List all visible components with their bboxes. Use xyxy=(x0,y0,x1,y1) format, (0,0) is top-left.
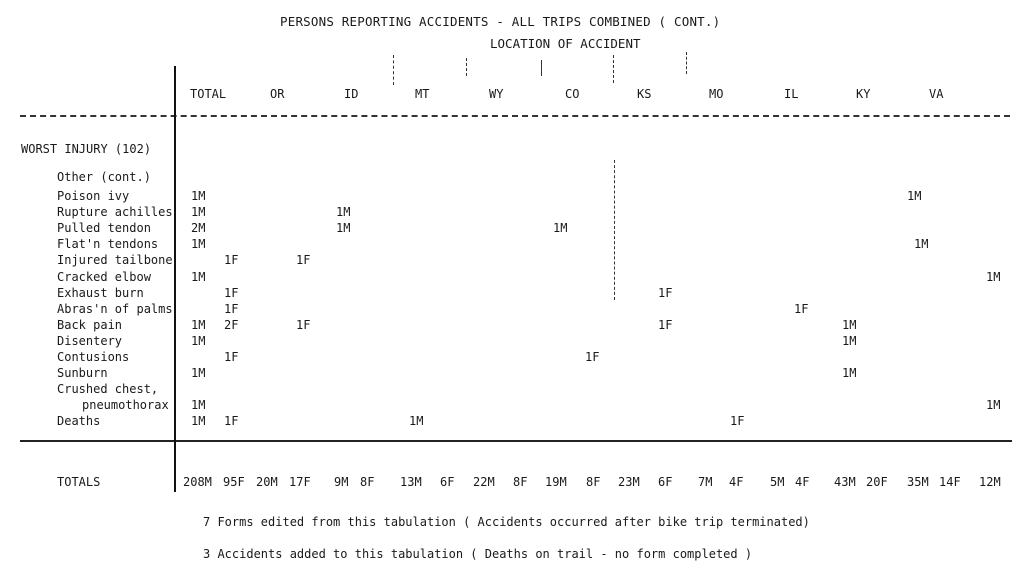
header-divider xyxy=(20,115,1010,117)
table-cell: 1M xyxy=(191,414,206,428)
column-header-co: CO xyxy=(565,87,580,101)
total-value: 5M xyxy=(770,475,785,489)
region-tick xyxy=(614,160,615,300)
table-cell: 1M xyxy=(336,205,351,219)
table-cell: 1F xyxy=(224,286,239,300)
table-cell: 1M xyxy=(409,414,424,428)
table-cell: 1M xyxy=(191,334,206,348)
row-label: Cracked elbow xyxy=(57,270,151,284)
row-label: Injured tailbone xyxy=(57,253,173,267)
total-value: 35M xyxy=(907,475,929,489)
row-label: Exhaust burn xyxy=(57,286,144,300)
column-header-ks: KS xyxy=(637,87,652,101)
total-value: 9M xyxy=(334,475,349,489)
table-cell: 1F xyxy=(296,253,311,267)
table-cell: 1M xyxy=(842,366,857,380)
total-value: 208M xyxy=(183,475,212,489)
table-cell: 1M xyxy=(191,398,206,412)
row-label: Pulled tendon xyxy=(57,221,151,235)
row-label: Back pain xyxy=(57,318,123,332)
total-value: 7M xyxy=(698,475,713,489)
table-cell: 1F xyxy=(224,302,239,316)
footnote-2: 3 Accidents added to this tabulation ( Deaths on trail - no form completed ) xyxy=(203,547,753,561)
column-header-mo: MO xyxy=(709,87,724,101)
total-value: 4F xyxy=(729,475,744,489)
total-value: 8F xyxy=(513,475,528,489)
table-cell: 1M xyxy=(986,398,1001,412)
total-value: 8F xyxy=(360,475,375,489)
table-cell: 2F xyxy=(224,318,239,332)
table-cell: 1F xyxy=(224,253,239,267)
column-header-mt: MT xyxy=(415,87,430,101)
table-cell: 1M xyxy=(191,237,206,251)
table-cell: 1F xyxy=(794,302,809,316)
total-value: 95F xyxy=(223,475,245,489)
table-cell: 1M xyxy=(191,270,206,284)
column-header-total: TOTAL xyxy=(190,87,227,101)
table-cell: 1M xyxy=(553,221,568,235)
table-cell: 1M xyxy=(842,334,857,348)
region-tick xyxy=(686,52,687,74)
row-label: Deaths xyxy=(57,414,101,428)
report-title: PERSONS REPORTING ACCIDENTS - ALL TRIPS COMBINED ( CONT.) xyxy=(280,14,721,29)
table-cell: 1M xyxy=(191,205,206,219)
region-tick xyxy=(466,58,467,76)
table-cell: 1F xyxy=(658,318,673,332)
column-header-wy: WY xyxy=(489,87,504,101)
table-cell: 1M xyxy=(191,189,206,203)
row-label: Crushed chest, xyxy=(57,382,159,396)
row-label: Disentery xyxy=(57,334,123,348)
column-header-va: VA xyxy=(929,87,944,101)
column-header-il: IL xyxy=(784,87,799,101)
total-value: 43M xyxy=(834,475,856,489)
total-value: 4F xyxy=(795,475,810,489)
label-column-divider xyxy=(174,66,176,492)
total-value: 20M xyxy=(256,475,278,489)
column-header-id: ID xyxy=(344,87,359,101)
table-cell: 1F xyxy=(730,414,745,428)
row-label: Abras'n of palms xyxy=(57,302,173,316)
column-header-or: OR xyxy=(270,87,285,101)
total-value: 17F xyxy=(289,475,311,489)
table-cell: 1M xyxy=(191,366,206,380)
table-cell: 1M xyxy=(191,318,206,332)
total-value: 19M xyxy=(545,475,567,489)
total-value: 20F xyxy=(866,475,888,489)
row-label: Sunburn xyxy=(57,366,108,380)
table-cell: 1M xyxy=(336,221,351,235)
total-value: 8F xyxy=(586,475,601,489)
totals-label: TOTALS xyxy=(57,475,101,489)
total-value: 23M xyxy=(618,475,640,489)
table-cell: 1F xyxy=(296,318,311,332)
region-tick xyxy=(613,55,614,83)
row-label: Rupture achilles xyxy=(57,205,173,219)
table-cell: 1F xyxy=(224,414,239,428)
row-label: pneumothorax xyxy=(82,398,169,412)
group-label: Other (cont.) xyxy=(57,170,151,184)
section-label: WORST INJURY (102) xyxy=(21,142,152,156)
row-label: Contusions xyxy=(57,350,130,364)
row-label: Poison ivy xyxy=(57,189,130,203)
table-cell: 1M xyxy=(842,318,857,332)
table-cell: 1F xyxy=(658,286,673,300)
region-tick xyxy=(393,55,394,85)
total-value: 14F xyxy=(939,475,961,489)
total-value: 12M xyxy=(979,475,1001,489)
totals-divider xyxy=(20,440,1012,442)
table-cell: 1F xyxy=(224,350,239,364)
footnote-1: 7 Forms edited from this tabulation ( Accidents occurred after bike trip terminated) xyxy=(203,515,810,529)
total-value: 6F xyxy=(440,475,455,489)
table-cell: 1M xyxy=(986,270,1001,284)
region-tick xyxy=(541,60,542,76)
table-cell: 1M xyxy=(907,189,922,203)
table-cell: 1M xyxy=(914,237,929,251)
table-cell: 2M xyxy=(191,221,206,235)
total-value: 22M xyxy=(473,475,495,489)
total-value: 6F xyxy=(658,475,673,489)
row-label: Flat'n tendons xyxy=(57,237,159,251)
report-subtitle: LOCATION OF ACCIDENT xyxy=(490,36,641,51)
total-value: 13M xyxy=(400,475,422,489)
table-cell: 1F xyxy=(585,350,600,364)
column-header-ky: KY xyxy=(856,87,871,101)
